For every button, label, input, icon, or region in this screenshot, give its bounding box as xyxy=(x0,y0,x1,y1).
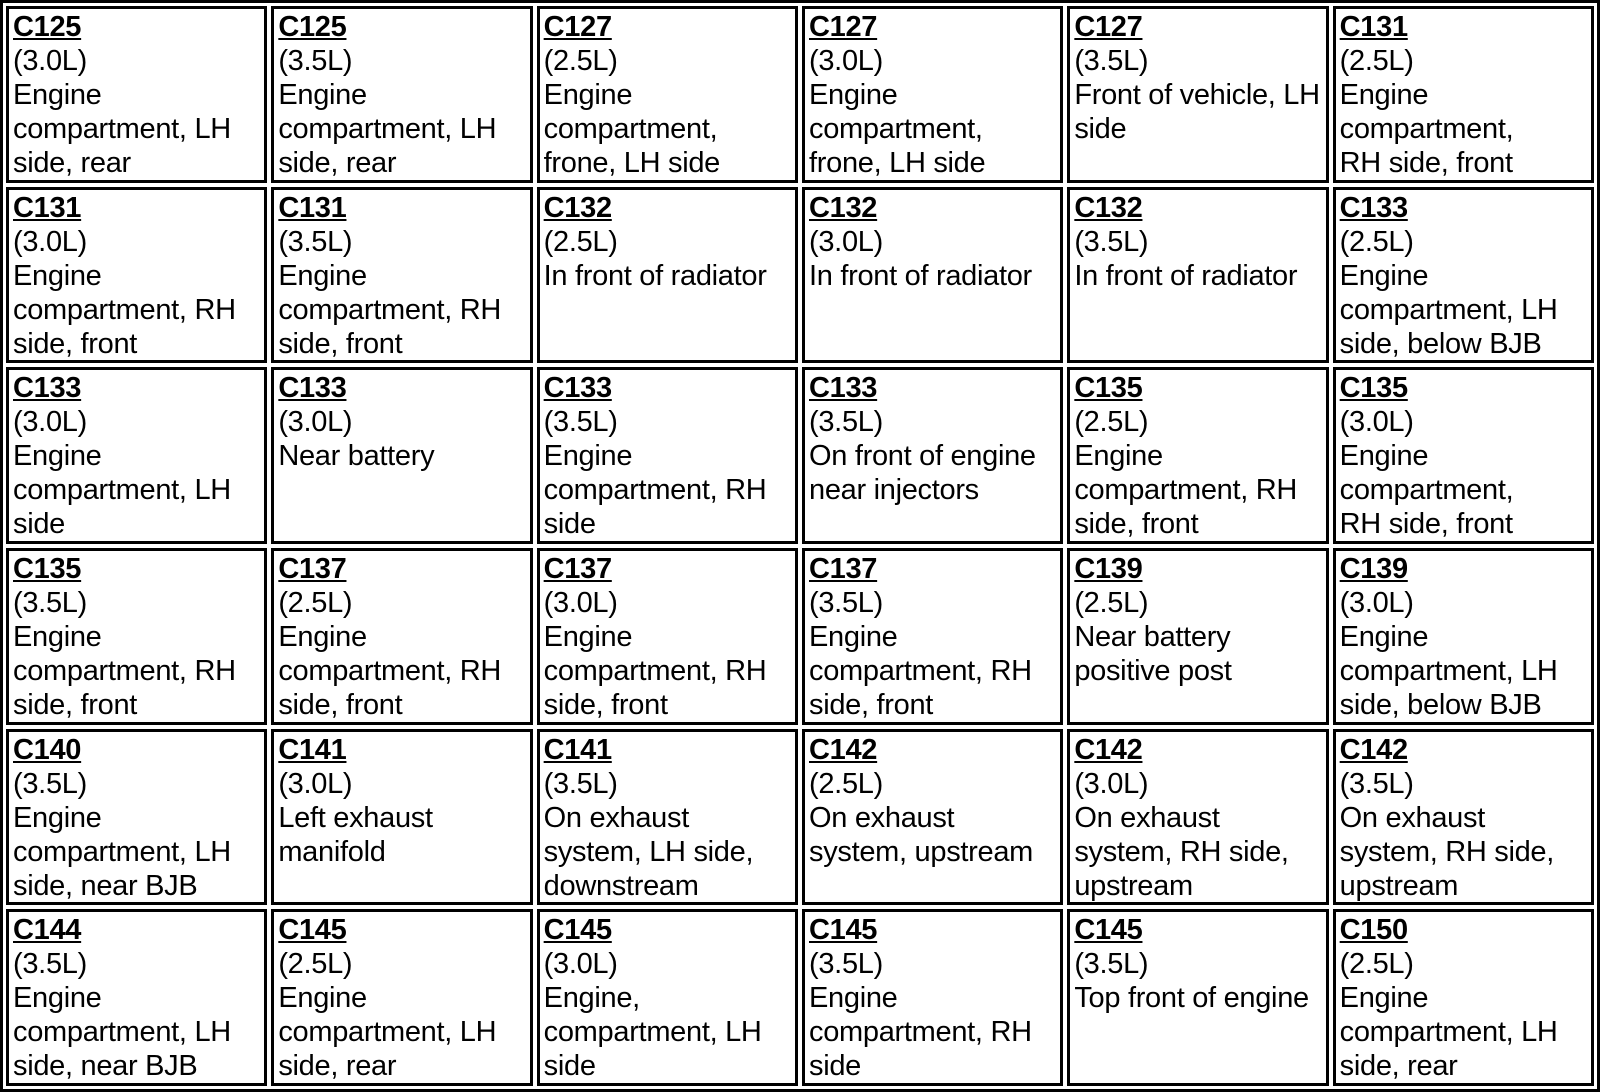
connector-code: C133 xyxy=(13,372,82,405)
engine-size: (2.5L) xyxy=(1339,225,1414,258)
connector-code: C137 xyxy=(809,553,878,585)
connector-location: Engine compartment, LH side, near BJB xyxy=(13,982,231,1083)
connector-code: C141 xyxy=(278,733,347,766)
connector-cell xyxy=(6,6,267,183)
connector-location: Near battery xyxy=(278,440,435,473)
connector-code: C141 xyxy=(543,733,612,766)
engine-size: (3.5L) xyxy=(13,948,87,981)
connector-cell xyxy=(1067,6,1328,183)
connector-cell xyxy=(1067,548,1328,725)
engine-size: (3.5L) xyxy=(1074,225,1149,258)
engine-size: (3.0L) xyxy=(278,406,353,439)
connector-cell xyxy=(271,367,532,544)
engine-size: (3.0L) xyxy=(1339,587,1414,619)
connector-cell xyxy=(537,729,798,906)
connector-code: C131 xyxy=(13,191,82,224)
connector-location: In front of radiator xyxy=(1074,259,1298,292)
connector-cell xyxy=(1333,6,1594,183)
engine-size: (2.5L) xyxy=(1339,948,1414,981)
connector-location: Engine compartment, LH side, rear xyxy=(13,79,231,179)
connector-cell xyxy=(802,367,1063,544)
connector-code: C127 xyxy=(1074,11,1143,43)
connector-code: C132 xyxy=(543,191,612,224)
engine-size: (3.0L) xyxy=(13,45,87,77)
engine-size: (3.0L) xyxy=(1339,406,1414,439)
connector-cell xyxy=(1333,729,1594,906)
connector-cell xyxy=(802,548,1063,725)
connector-code: C127 xyxy=(543,11,612,43)
connector-cell xyxy=(271,729,532,906)
connector-location: Engine compartment, frone, LH side xyxy=(543,79,720,179)
engine-size: (3.0L) xyxy=(543,948,618,981)
connector-location: Engine compartment, LH side, rear xyxy=(278,982,497,1083)
engine-size: (3.0L) xyxy=(809,45,883,77)
connector-code: C135 xyxy=(1339,372,1408,405)
connector-location: Engine compartment, frone, LH side xyxy=(809,79,986,179)
connector-code: C125 xyxy=(13,11,82,43)
connector-cell xyxy=(802,729,1063,906)
engine-size: (3.5L) xyxy=(809,948,883,981)
engine-size: (3.5L) xyxy=(809,587,883,619)
connector-code: C145 xyxy=(809,914,878,947)
engine-size: (3.5L) xyxy=(809,406,883,439)
connector-code: C132 xyxy=(1074,191,1143,224)
connector-location: Engine compartment, RH side, front xyxy=(1339,440,1514,541)
connector-location: Engine compartment, RH side xyxy=(543,440,767,541)
connector-location: Near battery positive post xyxy=(1074,621,1232,687)
connector-code: C140 xyxy=(13,733,82,766)
connector-code: C131 xyxy=(1339,11,1408,43)
connector-code: C133 xyxy=(809,372,878,405)
connector-location: Engine compartment, LH side, rear xyxy=(1339,982,1558,1083)
connector-cell xyxy=(271,187,532,364)
connector-location: On exhaust system, LH side, downstream xyxy=(543,801,754,902)
connector-cell xyxy=(802,6,1063,183)
connector-cell xyxy=(802,187,1063,364)
connector-cell xyxy=(271,6,532,183)
engine-size: (3.5L) xyxy=(278,45,353,77)
connector-location: Engine compartment, LH side, below BJB xyxy=(1339,259,1558,360)
connector-location: Engine compartment, RH side xyxy=(809,982,1032,1083)
connector-code: C139 xyxy=(1074,553,1143,585)
connector-cell xyxy=(6,729,267,906)
connector-cell xyxy=(1333,367,1594,544)
engine-size: (3.5L) xyxy=(1339,767,1414,800)
connector-cell xyxy=(271,909,532,1086)
connector-code: C145 xyxy=(278,914,347,947)
engine-size: (2.5L) xyxy=(1074,406,1149,439)
connector-code: C137 xyxy=(278,553,347,585)
connector-cell xyxy=(1067,367,1328,544)
engine-size: (2.5L) xyxy=(543,45,618,77)
connector-location: Engine compartment, RH side, front xyxy=(1074,440,1298,541)
connector-code: C142 xyxy=(1339,733,1408,766)
connector-location: Engine, compartment, LH side xyxy=(543,982,762,1083)
connector-cell xyxy=(1333,187,1594,364)
connector-code: C142 xyxy=(1074,733,1143,766)
connector-code: C125 xyxy=(278,11,347,43)
connector-cell xyxy=(1333,909,1594,1086)
engine-size: (3.0L) xyxy=(1074,767,1149,800)
connector-location: Engine compartment, LH side, near BJB xyxy=(13,801,231,902)
engine-size: (3.5L) xyxy=(13,767,87,800)
connector-code: C131 xyxy=(278,191,347,224)
engine-size: (2.5L) xyxy=(278,587,353,619)
connector-location: On exhaust system, upstream xyxy=(809,801,1034,868)
connector-code: C135 xyxy=(13,553,82,585)
connector-location: Top front of engine xyxy=(1074,982,1309,1015)
engine-size: (2.5L) xyxy=(1074,587,1149,619)
connector-cell xyxy=(6,909,267,1086)
connector-cell xyxy=(537,548,798,725)
connector-location: Engine compartment, LH side, rear xyxy=(278,79,497,179)
connector-cell xyxy=(802,909,1063,1086)
connector-code: C150 xyxy=(1339,914,1408,947)
connector-location: On front of engine near injectors xyxy=(809,440,1036,507)
connector-location: Left exhaust manifold xyxy=(278,801,433,868)
connector-location: In front of radiator xyxy=(809,259,1032,292)
connector-cell xyxy=(6,187,267,364)
engine-size: (3.0L) xyxy=(543,587,618,619)
connector-cell xyxy=(1333,548,1594,725)
connector-cell xyxy=(537,6,798,183)
engine-size: (2.5L) xyxy=(278,948,353,981)
connector-location: Engine compartment, RH side, front xyxy=(278,621,502,721)
connector-cell xyxy=(6,548,267,725)
connector-code: C133 xyxy=(1339,191,1408,224)
connector-location: Front of vehicle, LH side xyxy=(1074,79,1320,145)
connector-code: C135 xyxy=(1074,372,1143,405)
engine-size: (3.0L) xyxy=(278,767,353,800)
connector-code: C139 xyxy=(1339,553,1408,585)
connector-location: Engine compartment, RH side, front xyxy=(13,621,236,721)
connector-code: C133 xyxy=(278,372,347,405)
connector-cell xyxy=(537,909,798,1086)
connector-cell xyxy=(6,367,267,544)
connector-location: Engine compartment, RH side, front xyxy=(13,259,236,360)
connector-cell xyxy=(1067,729,1328,906)
connector-location: Engine compartment, LH side xyxy=(13,440,231,541)
engine-size: (3.0L) xyxy=(13,225,87,258)
connector-code: C144 xyxy=(13,914,82,947)
engine-size: (2.5L) xyxy=(543,225,618,258)
engine-size: (3.5L) xyxy=(543,406,618,439)
engine-size: (2.5L) xyxy=(1339,45,1414,77)
connector-code: C137 xyxy=(543,553,612,585)
connector-location: Engine compartment, LH side, below BJB xyxy=(1339,621,1558,721)
engine-size: (3.5L) xyxy=(1074,45,1149,77)
connector-code: C132 xyxy=(809,191,878,224)
connector-location: Engine compartment, RH side, front xyxy=(543,621,767,721)
connector-code: C145 xyxy=(1074,914,1143,947)
engine-size: (3.0L) xyxy=(809,225,883,258)
connector-cell xyxy=(537,367,798,544)
connector-code: C145 xyxy=(543,914,612,947)
engine-size: (3.5L) xyxy=(1074,948,1149,981)
connector-location: On exhaust system, RH side, upstream xyxy=(1074,801,1289,902)
connector-location: Engine compartment, RH side, front xyxy=(1339,79,1514,179)
engine-size: (3.5L) xyxy=(13,587,87,619)
connector-location: In front of radiator xyxy=(543,259,767,292)
connector-cell xyxy=(537,187,798,364)
engine-size: (3.0L) xyxy=(13,406,87,439)
connector-location: Engine compartment, RH side, front xyxy=(278,259,502,360)
connector-cell xyxy=(271,548,532,725)
connector-cell xyxy=(1067,909,1328,1086)
engine-size: (3.5L) xyxy=(278,225,353,258)
connector-code: C133 xyxy=(543,372,612,405)
engine-size: (3.5L) xyxy=(543,767,618,800)
connector-code: C142 xyxy=(809,733,878,766)
connector-code: C127 xyxy=(809,11,878,43)
connector-location: On exhaust system, RH side, upstream xyxy=(1339,801,1555,902)
connector-location: Engine compartment, RH side, front xyxy=(809,621,1032,721)
engine-size: (2.5L) xyxy=(809,767,883,800)
connector-cell xyxy=(1067,187,1328,364)
